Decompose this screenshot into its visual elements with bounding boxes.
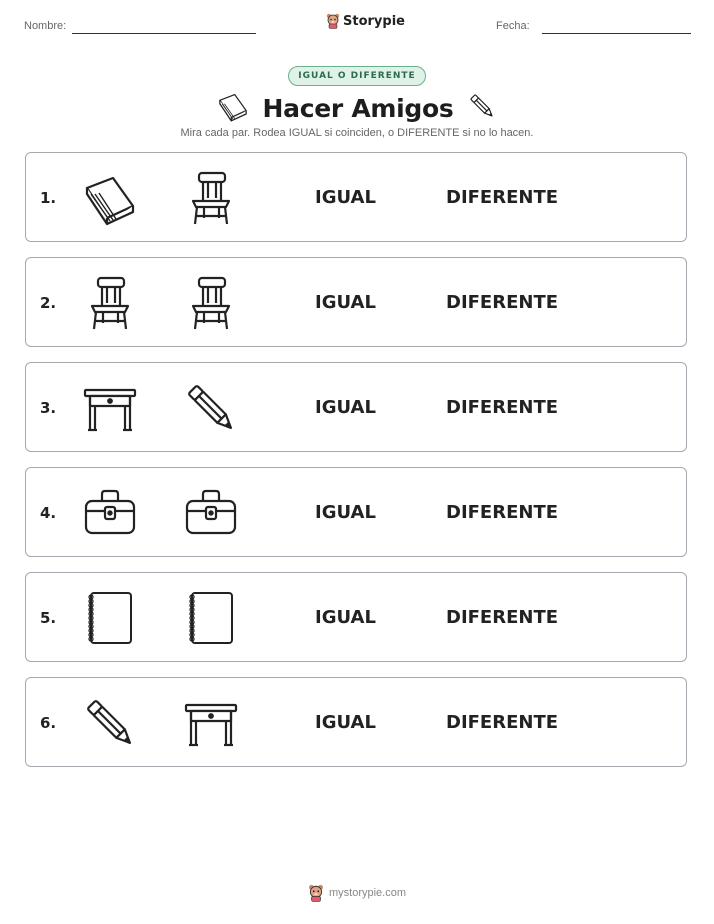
bear-icon	[326, 13, 340, 29]
pencil-icon	[467, 91, 497, 125]
same-option[interactable]: IGUAL	[315, 292, 376, 313]
footer	[0, 884, 714, 902]
exercise-row	[25, 572, 687, 662]
different-option[interactable]: DIFERENTE	[446, 292, 559, 313]
instructions: Mira cada par. Rodea IGUAL si coinciden, o DIFERENTE si no lo hacen.	[180, 127, 534, 139]
different-option[interactable]: DIFERENTE	[446, 187, 559, 208]
same-option[interactable]: IGUAL	[315, 712, 376, 733]
row-number: 6.	[40, 714, 57, 732]
different-option[interactable]: DIFERENTE	[446, 607, 559, 628]
exercise-row	[25, 467, 687, 557]
exercise-row	[25, 152, 687, 242]
lunchbox-icon	[184, 485, 238, 541]
chair-icon	[184, 275, 238, 331]
lunchbox-icon	[83, 485, 137, 541]
different-option[interactable]: DIFERENTE	[446, 712, 559, 733]
notebook-icon	[184, 590, 238, 646]
footer-url[interactable]: mystorypie.com	[328, 887, 407, 899]
brand-name: Storypie	[343, 13, 405, 29]
date-label: Fecha:	[496, 20, 530, 32]
book-icon	[217, 90, 249, 126]
row-number: 1.	[40, 189, 57, 207]
desk-icon	[83, 380, 137, 436]
chair-icon	[184, 170, 238, 226]
date-line[interactable]	[542, 33, 691, 34]
brand-logo	[326, 13, 405, 29]
different-option[interactable]: DIFERENTE	[446, 502, 559, 523]
exercise-row	[25, 362, 687, 452]
same-option[interactable]: IGUAL	[315, 607, 376, 628]
same-option[interactable]: IGUAL	[315, 187, 376, 208]
pencil-icon	[184, 380, 238, 436]
desk-icon	[184, 695, 238, 751]
different-option[interactable]: DIFERENTE	[446, 397, 559, 418]
name-line[interactable]	[72, 33, 256, 34]
same-option[interactable]: IGUAL	[315, 397, 376, 418]
worksheet-title: Hacer Amigos	[262, 93, 454, 123]
book-icon	[83, 170, 137, 226]
row-number: 4.	[40, 504, 57, 522]
row-number: 2.	[40, 294, 57, 312]
exercise-row	[25, 677, 687, 767]
title-row	[0, 90, 714, 126]
bear-icon	[308, 884, 324, 902]
same-option[interactable]: IGUAL	[315, 502, 376, 523]
chair-icon	[83, 275, 137, 331]
category-badge: IGUAL O DIFERENTE	[288, 66, 425, 86]
exercise-row	[25, 257, 687, 347]
row-number: 5.	[40, 609, 57, 627]
notebook-icon	[83, 590, 137, 646]
name-label: Nombre:	[24, 20, 67, 32]
row-number: 3.	[40, 399, 57, 417]
pencil-icon	[83, 695, 137, 751]
